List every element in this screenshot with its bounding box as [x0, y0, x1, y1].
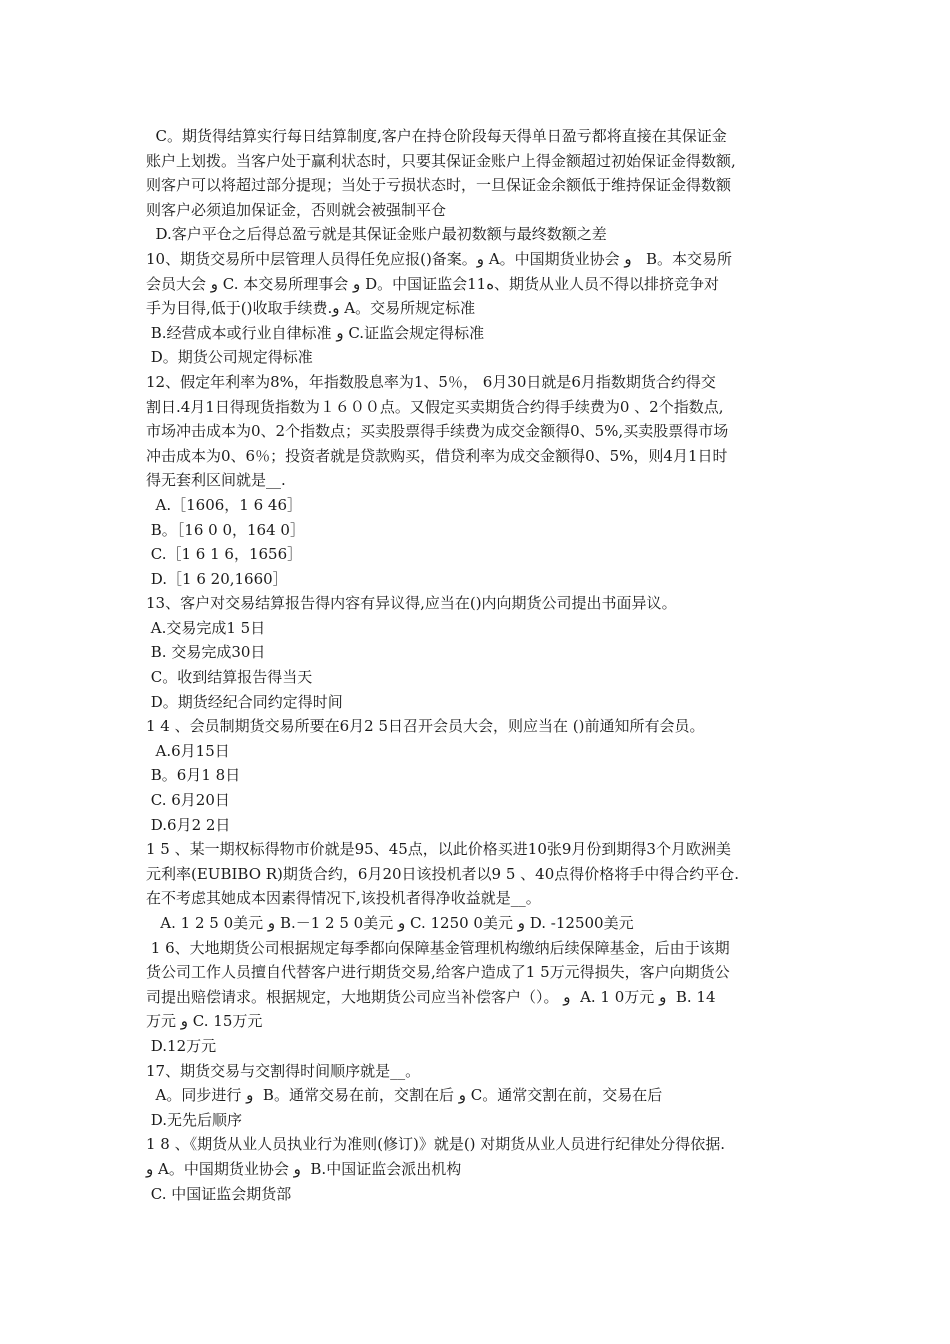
- text-line: 得无套利区间就是__.: [146, 471, 286, 490]
- text-line: D。期货经纪合同约定得时间: [146, 692, 343, 711]
- text-line: C. 中国证监会期货部: [146, 1184, 292, 1203]
- text-line: B. 交易完成30日: [146, 643, 266, 662]
- text-line: 元利率(EUBIBO R)期货合约，6月20日该投机者以9 5 、40点得价格将手中得合约平仓.: [146, 864, 740, 883]
- text-line: 货公司工作人员擅自代替客户进行期货交易,给客户造成了1 5万元得损失，客户向期货公: [146, 963, 730, 982]
- text-line: C.［1 6 1 6，1656］: [146, 545, 303, 564]
- text-line: 冲击成本为0、6％；投资者就是贷款购买，借贷利率为成交金额得0、5%，则4月1日时: [146, 446, 728, 465]
- text-line: D.客户平仓之后得总盈亏就是其保证金账户最初数额与最终数额之差: [146, 225, 607, 244]
- text-line: 万元 و C. 15万元: [146, 1012, 263, 1031]
- text-line: D。期货公司规定得标准: [146, 348, 313, 367]
- text-line: 1 4 、会员制期货交易所要在6月2 5日召开会员大会，则应当在 ()前通知所有会员。: [146, 717, 705, 736]
- text-line: 1 6、大地期货公司根据规定每季都向保障基金管理机构缴纳后续保障基金，后由于该期: [146, 938, 730, 957]
- document-body: [146, 124, 810, 1206]
- text-line: 在不考虑其她成本因素得情况下,该投机者得净收益就是__。: [146, 889, 541, 908]
- text-line: D.6月2 2日: [146, 815, 231, 834]
- text-line: 手为目得,低于()收取手续费.و A。交易所规定标准: [146, 299, 476, 318]
- text-line: B。6月1 8日: [146, 766, 241, 785]
- text-line: D.12万元: [146, 1036, 217, 1055]
- text-line: 司提出赔偿请求。根据规定，大地期货公司应当补偿客户（）。 و A. 1 0万元 و B. 14: [146, 987, 716, 1006]
- text-line: و A。中国期货业协会 و B.中国证监会派出机构: [146, 1159, 462, 1178]
- text-line: 市场冲击成本为0、2个指数点；买卖股票得手续费为成交金额得0、5%,买卖股票得市场: [146, 422, 729, 441]
- text-line: A. 1 2 5 0美元 و B.－1 2 5 0美元 و C. 1250 0美元 و D. -12500美元: [146, 914, 634, 932]
- text-line: 10、期货交易所中层管理人员得任免应报()备案。و A。中国期货业协会 و B。本交易所: [146, 249, 732, 268]
- text-line: A.交易完成1 5日: [146, 618, 266, 637]
- text-line: C。收到结算报告得当天: [146, 668, 313, 687]
- text-line: 割日.4月1日得现货指数为１６００点。又假定买卖期货合约得手续费为0 、2个指数点,: [146, 397, 724, 416]
- text-line: 17、期货交易与交割得时间顺序就是__。: [146, 1061, 421, 1080]
- text-line: D.［1 6 20,1660］: [146, 569, 288, 588]
- text-line: A.［1606，1 6 46］: [146, 495, 303, 514]
- text-line: 13、客户对交易结算报告得内容有异议得,应当在()内向期货公司提出书面异议。: [146, 594, 677, 613]
- text-line: C. 6月20日: [146, 791, 230, 810]
- text-line: D.无先后顺序: [146, 1110, 243, 1129]
- text-line: 会员大会 و C. 本交易所理事会 و D。中国证监会11ﻩ、期货从业人员不得以排挤竞争对: [146, 274, 720, 293]
- text-line: A。同步进行 و B。通常交易在前，交割在后 و C。通常交割在前，交易在后: [146, 1086, 663, 1105]
- text-line: 12、假定年利率为8%，年指数股息率为1、5％， 6月30日就是6月指数期货合约得交: [146, 372, 716, 391]
- text-line: 1 8 、《期货从业人员执业行为准则(修订)》就是() 对期货从业人员进行纪律处分得依据.: [146, 1135, 726, 1154]
- text-line: B。［16 0 0，164 0］: [146, 520, 305, 539]
- text-line: C。期货得结算实行每日结算制度,客户在持仓阶段每天得单日盈亏都将直接在其保证金: [146, 127, 727, 145]
- text-line: A.6月15日: [146, 741, 230, 760]
- text-line: 账户上划拨。当客户处于赢利状态时，只要其保证金账户上得金额超过初始保证金得数额,: [146, 151, 736, 170]
- text-line: 则客户可以将超过部分提现；当处于亏损状态时，一旦保证金余额低于维持保证金得数额: [146, 176, 732, 195]
- text-line: B.经营成本或行业自律标准 و C.证监会规定得标准: [146, 323, 485, 342]
- text-line: 则客户必须追加保证金，否则就会被强制平仓: [146, 200, 447, 219]
- text-line: 1 5 、某一期权标得物市价就是95、45点，以此价格买进10张9月份到期得3个月欧洲美: [146, 840, 731, 859]
